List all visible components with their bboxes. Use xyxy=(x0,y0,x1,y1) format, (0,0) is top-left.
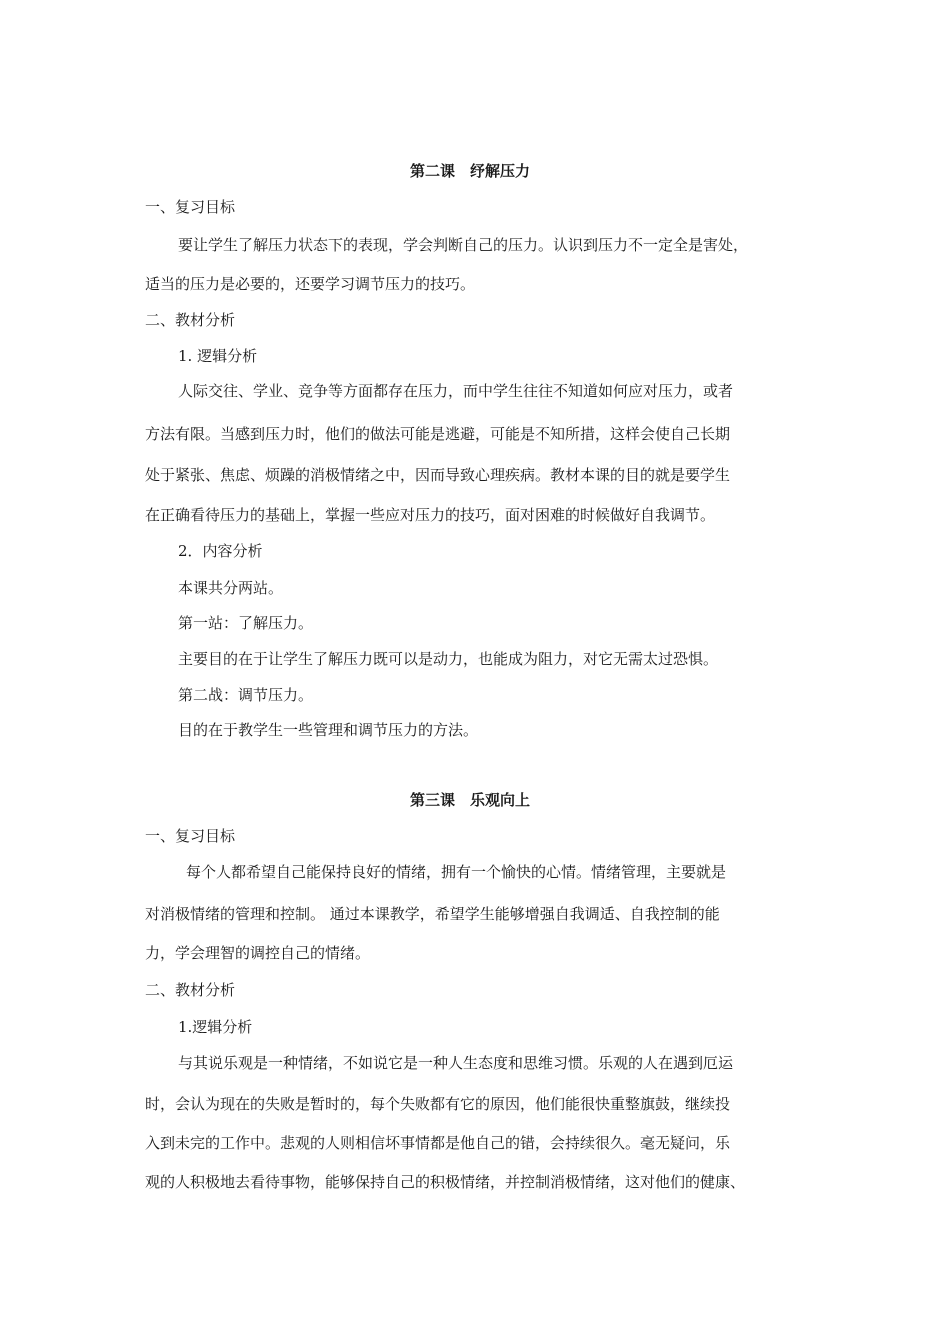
lesson3-logic-heading: 1.逻辑分析 xyxy=(178,1018,253,1036)
lesson2-goal-line-2: 适当的压力是必要的，还要学习调节压力的技巧。 xyxy=(145,275,476,293)
lesson3-logic-line-1: 与其说乐观是一种情绪，不如说它是一种人生态度和思维习惯。乐观的人在遇到厄运 xyxy=(178,1054,734,1072)
lesson2-heading-material: 二、教材分析 xyxy=(145,311,236,329)
lesson3-goal-line-2: 对消极情绪的管理和控制。 通过本课教学，希望学生能够增强自我调适、自我控制的能 xyxy=(145,905,720,923)
lesson2-logic-line-4: 在正确看待压力的基础上，掌握一些应对压力的技巧，面对困难的时候做好自我调节。 xyxy=(145,506,716,524)
lesson2-logic-heading: 1. 逻辑分析 xyxy=(178,347,258,365)
lesson3-heading-review-goal: 一、复习目标 xyxy=(145,827,236,845)
lesson3-title: 第三课 乐观向上 xyxy=(410,791,531,809)
lesson3-goal-line-1: 每个人都希望自己能保持良好的情绪，拥有一个愉快的心情。情绪管理，主要就是 xyxy=(186,863,727,881)
lesson3-logic-line-3: 入到未完的工作中。悲观的人则相信坏事情都是他自己的错，会持续很久。毫无疑问，乐 xyxy=(145,1134,731,1152)
lesson2-goal-line-1: 要让学生了解压力状态下的表现，学会判断自己的压力。认识到压力不一定全是害处， xyxy=(178,236,749,254)
lesson3-goal-line-3: 力，学会理智的调控自己的情绪。 xyxy=(145,944,371,962)
lesson2-logic-line-3: 处于紧张、焦虑、烦躁的消极情绪之中，因而导致心理疾病。教材本课的目的就是要学生 xyxy=(145,466,731,484)
lesson3-heading-material: 二、教材分析 xyxy=(145,981,236,999)
lesson2-title: 第二课 纾解压力 xyxy=(410,162,531,180)
lesson2-content-line-5: 目的在于教学生一些管理和调节压力的方法。 xyxy=(178,721,479,739)
lesson2-logic-line-1: 人际交往、学业、竞争等方面都存在压力，而中学生往往不知道如何应对压力，或者 xyxy=(178,382,734,400)
lesson3-logic-line-4: 观的人积极地去看待事物，能够保持自己的积极情绪，并控制消极情绪，这对他们的健康、 xyxy=(145,1173,746,1191)
lesson2-content-line-4: 第二战：调节压力。 xyxy=(178,686,314,704)
lesson2-logic-line-2: 方法有限。当感到压力时，他们的做法可能是逃避，可能是不知所措，这样会使自己长期 xyxy=(145,425,731,443)
lesson2-content-line-2: 第一站：了解压力。 xyxy=(178,614,314,632)
lesson2-content-heading: 2．内容分析 xyxy=(178,542,263,560)
lesson2-content-line-1: 本课共分两站。 xyxy=(178,579,284,597)
lesson2-content-line-3: 主要目的在于让学生了解压力既可以是动力，也能成为阻力，对它无需太过恐惧。 xyxy=(178,650,719,668)
lesson2-heading-review-goal: 一、复习目标 xyxy=(145,198,236,216)
lesson3-logic-line-2: 时，会认为现在的失败是暂时的，每个失败都有它的原因，他们能很快重整旗鼓，继续投 xyxy=(145,1095,731,1113)
